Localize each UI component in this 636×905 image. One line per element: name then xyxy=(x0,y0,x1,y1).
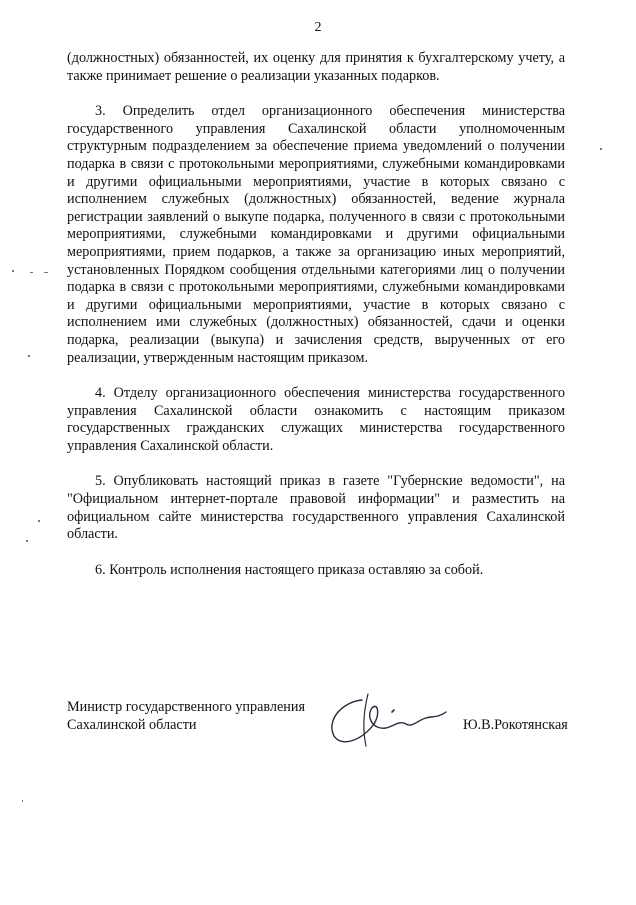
document-body xyxy=(67,50,565,597)
scan-mark xyxy=(38,520,40,522)
signer-position-line2: Сахалинской области xyxy=(67,716,197,733)
paragraph-item-4: 4. Отделу организационного обеспечения министерства государственного управления Сахалинской области ознакомить с настоящим приказом государственных гражданских служащих министерства государственного управления Сахалинской области. xyxy=(67,385,565,454)
scan-mark xyxy=(44,272,48,273)
paragraph-item-6: 6. Контроль исполнения настоящего приказа оставляю за собой. xyxy=(95,561,484,578)
scan-mark xyxy=(12,270,14,272)
scan-mark xyxy=(600,148,602,150)
paragraph-item-3: 3. Определить отдел организационного обеспечения министерства государственного управления Сахалинской области уполномоченным структурным подразделением за обеспечение приема уведомлений о получении подарка в связи с протокольными мероприятиями, служебными командировками и другими официальными мероприятиями, участие в которых связано с исполнением служебных (должностных) обязанностей, ведение журнала регистрации заявлений о выкупе подарка, полученного в связи с протокольными мероприятиями, служебными командировками и другими официальными мероприятиями, прием подарков, а также за организацию иных мероприятий, установленных Порядком сообщения отдельными категориями лиц о получении подарка в связи с протокольными мероприятиями, служебными командировками и другими официальными мероприятиями, участие в которых связано с исполнением ими служебных (должностных) обязанностей, сдачи и оценки подарка, реализации (выкупа) и зачисления средств, вырученных от его реализации, утвержденным настоящим приказом. xyxy=(67,103,565,366)
scan-mark xyxy=(26,540,28,542)
paragraph-continuation: (должностных) обязанностей, их оценку для принятия к бухгалтерскому учету, а также принимает решение о реализации указанных подарков. xyxy=(67,50,565,84)
signer-position xyxy=(67,699,305,734)
paragraph-item-5: 5. Опубликовать настоящий приказ в газете "Губернские ведомости", на "Официальном интернет-портале правовой информации" и разместить на официальном сайте министерства государственного управления Сахалинской области. xyxy=(67,473,565,543)
scan-mark xyxy=(30,272,33,273)
signer-position-line1: Министр государственного управления xyxy=(67,699,306,715)
scan-mark xyxy=(28,355,30,357)
page-number: 2 xyxy=(314,20,322,35)
handwritten-signature xyxy=(322,690,452,750)
scan-mark xyxy=(22,800,23,802)
signer-name: Ю.В.Рокотянская xyxy=(463,717,568,733)
